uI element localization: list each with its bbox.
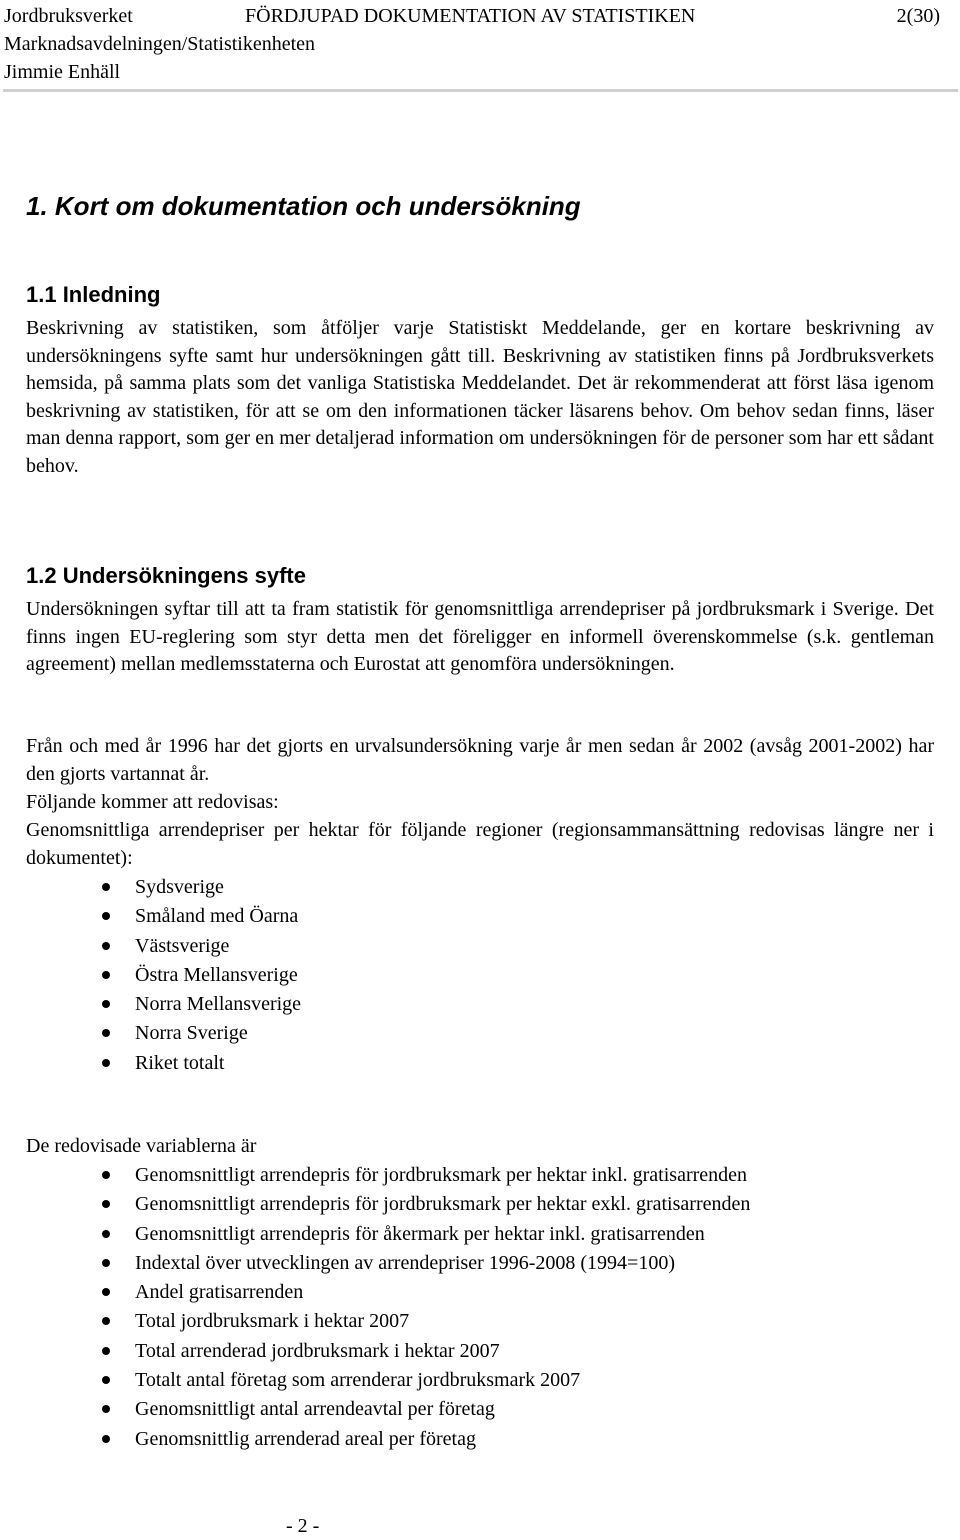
list-item: Genomsnittligt arrendepris för åkermark per hektar inkl. gratisarrenden: [26, 1220, 750, 1249]
list-item: Genomsnittligt arrendepris för jordbruksmark per hektar exkl. gratisarrenden: [26, 1190, 750, 1219]
subsection-heading-inledning: 1.1 Inledning: [26, 282, 161, 307]
list-item: Norra Mellansverige: [26, 990, 301, 1019]
list-item: Total jordbruksmark i hektar 2007: [26, 1307, 750, 1336]
page-number: - 2 -: [286, 1515, 320, 1537]
header-author: Jimmie Enhäll: [4, 61, 121, 83]
variable-list: [26, 1161, 750, 1454]
header-organization: Jordbruksverket: [4, 5, 133, 27]
paragraph-regions-intro: Genomsnittliga arrendepriser per hektar för följande regioner (regionsammansättning redovisas längre ner i dokumentet):: [26, 819, 934, 869]
list-item: Genomsnittligt antal arrendeavtal per företag: [26, 1395, 750, 1424]
list-item: Totalt antal företag som arrenderar jordbruksmark 2007: [26, 1366, 750, 1395]
list-item: Genomsnittligt arrendepris för jordbruksmark per hektar inkl. gratisarrenden: [26, 1161, 750, 1190]
header-document-type: FÖRDJUPAD DOKUMENTATION AV STATISTIKEN: [245, 5, 696, 27]
paragraph-variables-intro: De redovisade variablerna är: [26, 1135, 257, 1157]
header-department: Marknadsavdelningen/Statistikenheten: [4, 33, 316, 55]
paragraph-syfte: Undersökningen syftar till att ta fram statistik för genomsnittliga arrendepriser på jordbruksmark i Sverige. Det finns ingen EU-reglering som styr detta men det föreligger en informell överenskommelse (s.k. gentleman agreement) mellan medlemsstaterna och Eurostat att genomföra undersökningen.: [26, 598, 934, 676]
list-item: Riket totalt: [26, 1049, 301, 1078]
section-heading: 1. Kort om dokumentation och undersökning: [26, 191, 581, 221]
header-page-ref: 2(30): [896, 5, 940, 27]
list-item: Östra Mellansverige: [26, 961, 301, 990]
paragraph-inledning: Beskrivning av statistiken, som åtföljer varje Statistiskt Meddelande, ger en kortare beskrivning av undersökningens syfte samt hur undersökningen gått till. Beskrivning av statistiken finns på Jordbruksverkets hemsida, på samma plats som det vanliga Statistiska Meddelandet. Det är rekommenderat att först läsa igenom beskrivning av statistiken, för att se om den informationen täcker läsarens behov. Om behov sedan finns, läser man denna rapport, som ger en mer detaljerad information om undersökningen för de personer som har ett sådant behov.: [26, 317, 934, 477]
list-item: Småland med Öarna: [26, 902, 301, 931]
list-item: Sydsverige: [26, 873, 301, 902]
region-list: [26, 873, 301, 1078]
subsection-heading-syfte: 1.2 Undersökningens syfte: [26, 563, 306, 588]
list-item: Norra Sverige: [26, 1019, 301, 1048]
list-item: Genomsnittlig arrenderad areal per företag: [26, 1425, 750, 1454]
list-item: Total arrenderad jordbruksmark i hektar 2007: [26, 1337, 750, 1366]
list-item: Västsverige: [26, 932, 301, 961]
paragraph-presented: Följande kommer att redovisas:: [26, 791, 279, 813]
header-divider: [3, 89, 958, 92]
list-item: Indextal över utvecklingen av arrendepriser 1996-2008 (1994=100): [26, 1249, 750, 1278]
paragraph-history: Från och med år 1996 har det gjorts en urvalsundersökning varje år men sedan år 2002 (avsåg 2001-2002) har den gjorts vartannat år.: [26, 735, 934, 785]
list-item: Andel gratisarrenden: [26, 1278, 750, 1307]
